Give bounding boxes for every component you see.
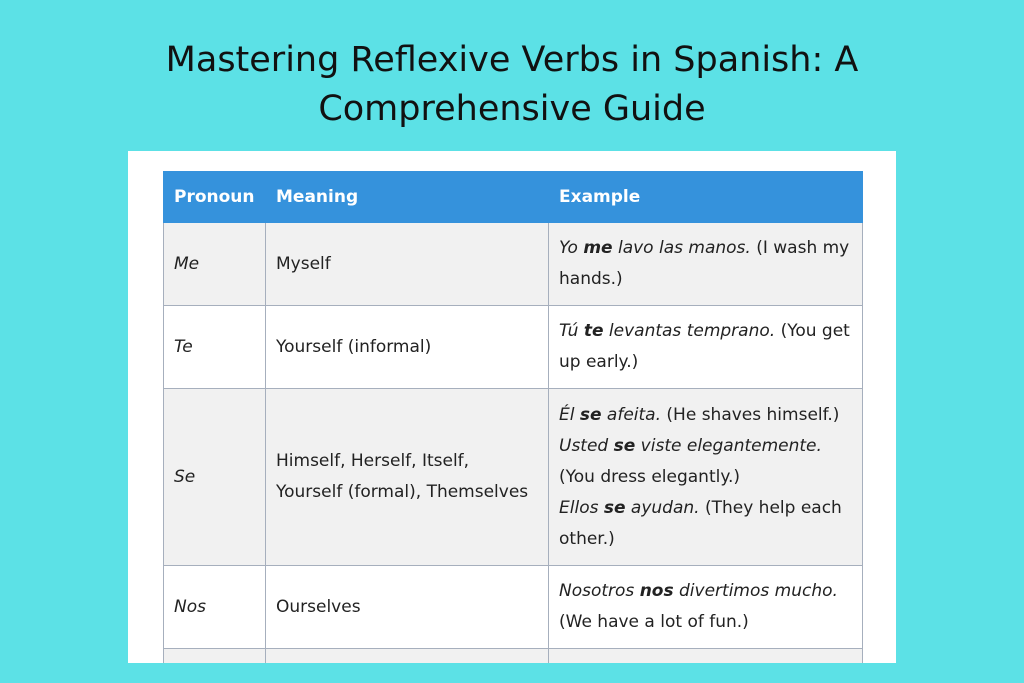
table-row [164, 649, 863, 664]
pronoun-cell: Nos [164, 566, 266, 649]
header-example: Example [549, 172, 863, 223]
page-title-line-2: Comprehensive Guide [318, 89, 706, 129]
spanish-text: Yo me lavo las manos. [559, 238, 751, 258]
pronoun-cell: Me [164, 223, 266, 306]
example-sentence [559, 493, 852, 555]
reflexive-pronoun: se [579, 404, 602, 425]
spanish-text: Él se afeita. [559, 404, 662, 425]
header-meaning: Meaning [266, 172, 549, 223]
meaning-cell: Myself [266, 223, 549, 306]
example-cell [549, 223, 863, 306]
meaning-cell: Himself, Herself, Itself, Yourself (formal), Themselves [266, 389, 549, 566]
example-cell [549, 566, 863, 649]
table-header-row [164, 172, 863, 223]
reflexive-pronoun: me [583, 238, 613, 258]
english-translation: (I wash my hands.) [559, 238, 850, 289]
example-cell [549, 649, 863, 664]
table-row [164, 566, 863, 649]
spanish-text: Ellos se ayudan. [559, 497, 700, 518]
meaning-cell [266, 649, 549, 664]
example-sentence [559, 400, 852, 431]
meaning-cell: Ourselves [266, 566, 549, 649]
meaning-cell: Yourself (informal) [266, 306, 549, 389]
pronoun-cell: Se [164, 389, 266, 566]
spanish-text: Tú te levantas temprano. [559, 321, 776, 341]
page-title [0, 36, 1024, 134]
table-row [164, 389, 863, 566]
english-translation: (You get up early.) [559, 321, 850, 372]
english-translation: (He shaves himself.) [661, 404, 840, 425]
table-row [164, 223, 863, 306]
example-sentence [559, 431, 852, 493]
english-translation: (You dress elegantly.) [559, 466, 741, 487]
reflexive-pronoun: se [603, 497, 626, 518]
reflexive-pronoun: te [583, 321, 604, 341]
example-cell [549, 389, 863, 566]
example-sentence [559, 233, 852, 295]
reflexive-pronoun-table [163, 171, 863, 663]
example-sentence [559, 316, 852, 378]
english-translation: (We have a lot of fun.) [559, 612, 749, 632]
reflexive-pronoun: se [613, 435, 636, 456]
table-row [164, 306, 863, 389]
example-sentence [559, 576, 852, 638]
header-pronoun: Pronoun [164, 172, 266, 223]
pronoun-cell: Te [164, 306, 266, 389]
example-cell [549, 306, 863, 389]
table-card [128, 151, 896, 663]
spanish-text: Usted se viste elegantemente. [559, 435, 822, 456]
pronoun-cell [164, 649, 266, 664]
page-title-line-1: Mastering Reflexive Verbs in Spanish: A [165, 40, 859, 80]
reflexive-pronoun: nos [639, 581, 674, 601]
english-translation: (They help each other.) [559, 497, 842, 549]
spanish-text: Nosotros nos divertimos mucho. [559, 581, 838, 601]
